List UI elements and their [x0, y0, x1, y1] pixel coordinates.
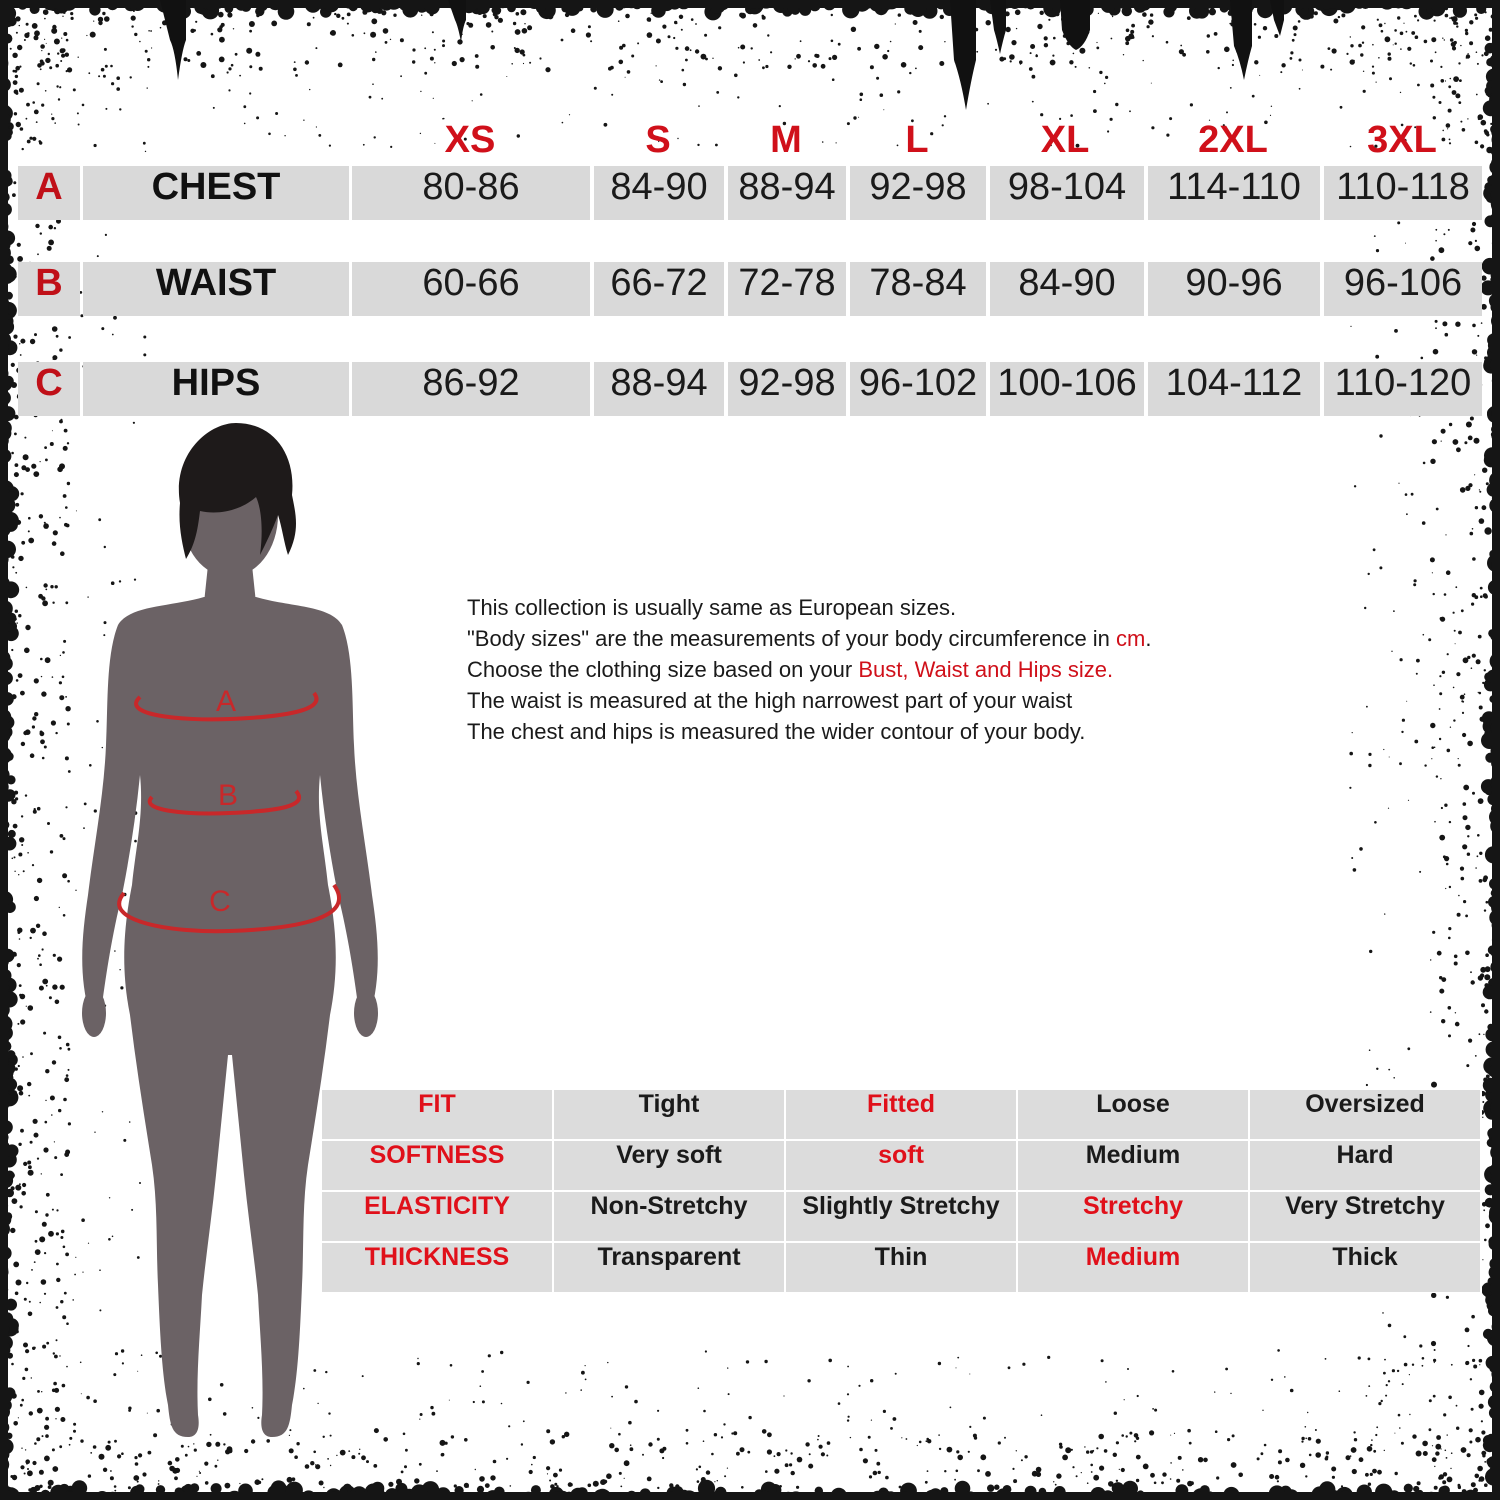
size-value-cell: 92-98 [728, 362, 846, 416]
property-row-fit [322, 1090, 1482, 1139]
figure-label-a: A [215, 685, 237, 718]
property-name: SOFTNESS [322, 1141, 552, 1190]
size-header-xs: XS [444, 119, 496, 161]
row-measure-label: CHEST [83, 166, 349, 220]
property-option: Transparent [554, 1243, 784, 1292]
property-option: Very Stretchy [1250, 1192, 1480, 1241]
size-row-chest [18, 166, 1482, 220]
size-value-cell: 80-86 [352, 166, 590, 220]
size-value-cell: 84-90 [594, 166, 724, 220]
figure-label-b: B [217, 779, 239, 812]
property-name: FIT [322, 1090, 552, 1139]
property-row-thickness [322, 1243, 1482, 1292]
property-option-selected: Stretchy [1018, 1192, 1248, 1241]
property-row-softness [322, 1141, 1482, 1190]
size-value-cell: 100-106 [990, 362, 1144, 416]
property-name: THICKNESS [322, 1243, 552, 1292]
size-value-cell: 110-118 [1324, 166, 1482, 220]
size-header-2xl: 2XL [1198, 119, 1268, 161]
size-header-m: M [770, 119, 802, 161]
property-option: Thin [786, 1243, 1016, 1292]
property-option: Very soft [554, 1141, 784, 1190]
info-line-1: This collection is usually same as European sizes. [467, 595, 957, 620]
size-header-xl: XL [1040, 119, 1090, 161]
property-option: Loose [1018, 1090, 1248, 1139]
property-row-elasticity [322, 1192, 1482, 1241]
info-line-2-text: "Body sizes" are the measurements of your body circumference in [467, 626, 1117, 651]
property-option-selected: soft [786, 1141, 1016, 1190]
info-line-2 [467, 623, 1367, 654]
figure-label-c: C [209, 885, 231, 918]
size-info-text [467, 592, 1367, 747]
size-value-cell: 90-96 [1148, 262, 1320, 316]
size-value-cell: 104-112 [1148, 362, 1320, 416]
info-measure-highlight: Bust, Waist and Hips size. [858, 657, 1114, 682]
size-header-s: S [645, 119, 671, 161]
size-value-cell: 66-72 [594, 262, 724, 316]
info-unit-highlight: cm [1116, 626, 1146, 651]
row-measure-label: HIPS [83, 362, 349, 416]
size-value-cell: 98-104 [990, 166, 1144, 220]
size-row-waist [18, 262, 1482, 316]
size-value-cell: 60-66 [352, 262, 590, 316]
row-letter: B [18, 262, 80, 316]
size-value-cell: 84-90 [990, 262, 1144, 316]
row-measure-label: WAIST [83, 262, 349, 316]
info-line-3 [467, 654, 1367, 685]
size-value-cell: 86-92 [352, 362, 590, 416]
property-option: Slightly Stretchy [786, 1192, 1016, 1241]
body-silhouette-figure [60, 415, 400, 1455]
property-option-selected: Medium [1018, 1243, 1248, 1292]
fabric-properties-table [322, 1090, 1482, 1293]
property-option-selected: Fitted [786, 1090, 1016, 1139]
row-letter: A [18, 166, 80, 220]
size-value-cell: 110-120 [1324, 362, 1482, 416]
size-value-cell: 92-98 [850, 166, 986, 220]
info-line-2-end: . [1145, 626, 1152, 651]
property-option: Thick [1250, 1243, 1480, 1292]
size-value-cell: 96-106 [1324, 262, 1482, 316]
size-value-cell: 72-78 [728, 262, 846, 316]
size-value-cell: 88-94 [728, 166, 846, 220]
size-header-3xl: 3XL [1367, 119, 1437, 161]
property-option: Medium [1018, 1141, 1248, 1190]
property-option: Non-Stretchy [554, 1192, 784, 1241]
size-value-cell: 96-102 [850, 362, 986, 416]
info-line-4: The waist is measured at the high narrowest part of your waist [467, 688, 1073, 713]
size-header-l: L [905, 119, 929, 161]
property-name: ELASTICITY [322, 1192, 552, 1241]
size-row-hips [18, 362, 1482, 416]
row-letter: C [18, 362, 80, 416]
info-line-3-text: Choose the clothing size based on your [467, 657, 859, 682]
property-option: Hard [1250, 1141, 1480, 1190]
size-value-cell: 88-94 [594, 362, 724, 416]
info-line-5: The chest and hips is measured the wider contour of your body. [467, 719, 1086, 744]
size-value-cell: 78-84 [850, 262, 986, 316]
property-option: Oversized [1250, 1090, 1480, 1139]
size-value-cell: 114-110 [1148, 166, 1320, 220]
property-option: Tight [554, 1090, 784, 1139]
